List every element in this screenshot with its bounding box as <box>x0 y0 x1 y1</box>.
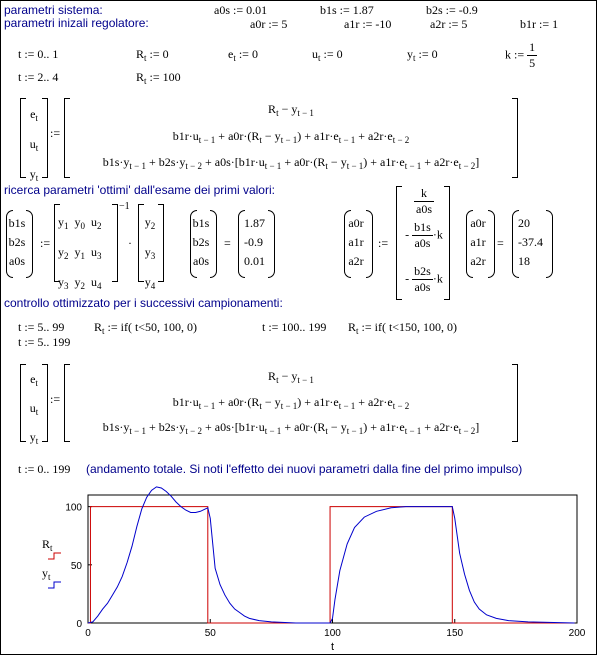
response-chart[interactable] <box>0 480 597 655</box>
vec-e-u-y: $e_t$ $u_t$ $y_t$ <box>29 107 39 183</box>
bracket-right <box>444 186 450 300</box>
vec-b-label: b1s b2s a0s <box>192 216 210 268</box>
legend-yt-swatch <box>48 581 62 589</box>
init-r100[interactable]: $R_t$ := 100 <box>136 70 181 86</box>
inverse-exponent: −1 <box>119 201 130 212</box>
assign-op: := <box>40 236 51 250</box>
y-tick-label: 100 <box>65 502 82 514</box>
eq1-row2: $b1r\cdot u_{t - 1} + a0r\cdot(R_t - y_{t - 1}) + a1r\cdot e_{t - 1} + a2r\cdot e_{t - 2}$ <box>172 129 410 145</box>
paren-right <box>268 210 275 278</box>
param-a0r[interactable]: a0r := 5 <box>250 17 288 31</box>
result-a: 20 -37.4 18 <box>518 216 543 268</box>
bracket-right <box>112 204 118 282</box>
r-if-150[interactable]: $R_t$ := if( t<150, 100, 0) <box>348 320 458 336</box>
equals-op: = <box>224 236 231 250</box>
param-a0s[interactable]: a0s := 0.01 <box>214 3 268 17</box>
vec-a-label: a0r a1r a2r <box>348 216 364 268</box>
range-t-100-199[interactable]: t := 100.. 199 <box>262 320 327 334</box>
mat-right-bracket <box>512 364 518 442</box>
param-b1s[interactable]: b1s := 1.87 <box>320 3 374 17</box>
legend-rt: $R_t$ <box>42 537 53 553</box>
param-b2s[interactable]: b2s := -0.9 <box>426 3 478 17</box>
bracket-right <box>158 204 164 282</box>
heading-control: controllo ottimizzato per i successivi campionamenti: <box>4 296 283 310</box>
matrix-y: $y_1$ $y_0$ $u_2$ $y_2$ $y_1$ $u_3$ $y_3$ $y_2$ $u_4$ <box>58 215 102 291</box>
vec-b1s-b2s-a0s: b1s b2s a0s <box>8 216 26 268</box>
expr-k-a0s: $\frac{k}{a0s}$ <box>416 186 432 216</box>
init-u[interactable]: $u_t$ := 0 <box>312 47 343 63</box>
eq2-row2: $b1r\cdot u_{t - 1} + a0r\cdot(R_t - y_{t - 1}) + a1r\cdot e_{t - 1} + a2r\cdot e_{t - 2}$ <box>172 395 410 411</box>
param-a2r[interactable]: a2r := 5 <box>430 17 468 31</box>
eq2-row1: $R_t - y_{t - 1}$ <box>268 369 314 385</box>
x-tick-label: 0 <box>85 628 91 639</box>
assign-op: := <box>50 392 61 406</box>
legend-rt-swatch <box>48 552 62 560</box>
paren-right <box>26 210 33 278</box>
heading-system: parametri sistema: <box>4 3 103 17</box>
total-note: (andamento totale. Si noti l'effetto dei nuovi parametri dalla fine del primo impulso) <box>86 462 523 476</box>
heading-optimal: ricerca parametri 'ottimi' dall'esame dei primi valori: <box>4 183 275 197</box>
param-b1r[interactable]: b1r := 1 <box>520 17 559 31</box>
paren-right <box>546 210 553 278</box>
init-y[interactable]: $y_t$ := 0 <box>407 47 438 63</box>
range-t-2[interactable]: t := 2.. 4 <box>18 70 59 84</box>
init-e[interactable]: $e_t$ := 0 <box>228 47 258 63</box>
y-tick-label: 0 <box>76 619 82 630</box>
x-tick-label: 100 <box>324 628 341 639</box>
range-t-0-199[interactable]: t := 0.. 199 <box>18 462 71 476</box>
result-b: 1.87 -0.9 0.01 <box>244 216 265 268</box>
eq1-row1: $R_t - y_{t - 1}$ <box>268 102 314 118</box>
eq2-row3: $b1s\cdot y_{t - 1} + b2s\cdot y_{t - 2} + a0s\cdot[b1r\cdot u_{t - 1} + a0r\cdot(R_t - y_{t - 1}) + a1r\cdot e_{t - 1} + a2r\cdot e_{t - 2}]$ <box>102 420 480 436</box>
assign-op: := <box>50 126 61 140</box>
range-t-init[interactable]: t := 0.. 1 <box>18 47 59 61</box>
x-tick-label: 150 <box>446 628 464 639</box>
vec-e-u-y: $e_t$ $u_t$ $y_t$ <box>29 372 39 446</box>
init-r[interactable]: $R_t$ := 0 <box>136 47 169 63</box>
expr-b2s: - $\frac{b2s}{a0s}$ ·k <box>405 264 443 294</box>
paren-right <box>488 210 495 278</box>
plot-area <box>88 495 577 623</box>
paren-right <box>210 210 217 278</box>
paren-right <box>366 210 373 278</box>
x-axis-label: t <box>330 641 335 653</box>
param-k[interactable]: k := $\frac{1}{5}$ <box>505 40 536 70</box>
assign-op: := <box>378 236 389 250</box>
legend-yt: $y_t$ <box>42 566 51 582</box>
param-a1r[interactable]: a1r := -10 <box>344 17 392 31</box>
vec-right-bracket <box>42 98 48 178</box>
mult-op: · <box>128 236 132 250</box>
equals-op: = <box>497 236 504 250</box>
x-tick-label: 50 <box>204 628 216 639</box>
y-tick-label: 50 <box>70 560 82 572</box>
series-line-y-t <box>88 487 575 623</box>
eq1-row3: $b1s\cdot y_{t - 1} + b2s\cdot y_{t - 2} + a0s\cdot[b1r\cdot u_{t - 1} + a0r\cdot(R_t - y_{t - 1}) + a1r\cdot e_{t - 1} + a2r\cdot e_{t - 2}]$ <box>102 155 480 171</box>
expr-b1s: - $\frac{b1s}{a0s}$ ·k <box>405 220 443 250</box>
heading-regulator: parametri inizali regolatore: <box>4 16 149 30</box>
x-tick-label: 200 <box>568 628 586 639</box>
mat-right-bracket <box>512 98 518 178</box>
vec-a-label2: a0r a1r a2r <box>470 216 486 268</box>
vec-y2-y4: $y_2$ $y_3$ $y_4$ <box>144 215 156 291</box>
vec-right-bracket <box>42 364 48 442</box>
range-t-5-199[interactable]: t := 5.. 199 <box>18 335 71 349</box>
r-if-50[interactable]: $R_t$ := if( t<50, 100, 0) <box>94 320 198 336</box>
range-t-5-99[interactable]: t := 5.. 99 <box>18 320 65 334</box>
series-line-r-t <box>88 507 575 623</box>
